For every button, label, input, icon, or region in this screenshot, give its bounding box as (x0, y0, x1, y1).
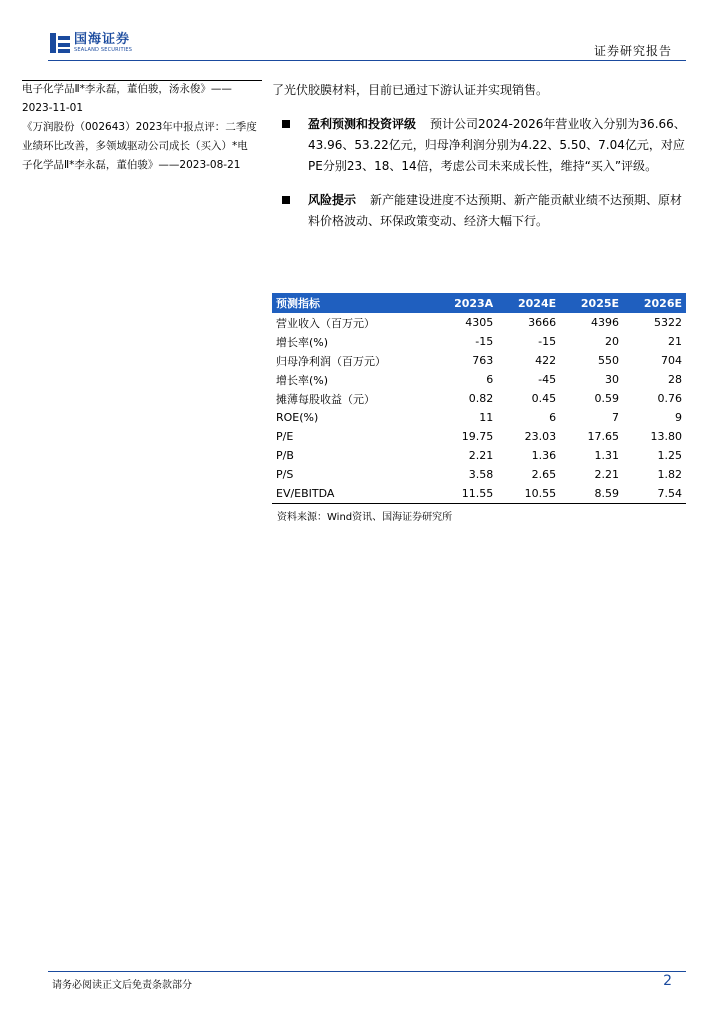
value-cell: -15 (538, 335, 557, 348)
table-header-cell: 预测指标 (272, 293, 433, 313)
logo-chinese-name: 国海证券 (74, 32, 131, 47)
value-cell: 550 (598, 354, 620, 367)
bullet-text: 新产能建设进度不达预期、新产能贡献业绩不达预期、原材料价格波动、环保政策变动、经济大幅下行。 (308, 193, 683, 228)
row-label-cell: 增长率(%) (276, 373, 329, 387)
value-cell: -45 (538, 373, 557, 386)
value-cell: 4396 (591, 316, 620, 329)
value-cell: 1.82 (657, 468, 682, 481)
related-report-line: 子化学品Ⅱ*李永磊，董伯骏》——2023-08-21 (22, 159, 241, 171)
value-cell: 28 (668, 373, 682, 386)
row-label-cell: P/B (276, 449, 294, 462)
row-label-cell: 增长率(%) (276, 335, 329, 349)
table-row (272, 484, 686, 504)
table-row (272, 370, 686, 389)
value-cell: 704 (661, 354, 682, 367)
value-cell: 11.55 (433, 484, 497, 504)
row-label-cell: P/E (276, 430, 294, 443)
table-header-cell: 2025E (560, 293, 623, 313)
row-label-cell: ROE(%) (276, 411, 319, 424)
value-cell: 6 (549, 411, 557, 424)
square-bullet-icon (282, 196, 290, 204)
square-bullet-icon (282, 120, 290, 128)
page-header (0, 0, 724, 62)
table-row (272, 465, 686, 484)
value-cell: 3.58 (468, 468, 494, 481)
footer-divider (48, 971, 686, 972)
related-report-line: 业绩环比改善，多领域驱动公司成长（买入）*电 (22, 140, 248, 152)
value-cell: 21 (668, 335, 682, 348)
table-header-cell: 2024E (497, 293, 560, 313)
related-report-line: 2023-11-01 (22, 102, 84, 114)
value-cell: 0.82 (468, 392, 494, 405)
table-header-cell: 2026E (623, 293, 686, 313)
table-row (272, 332, 686, 351)
company-logo (50, 32, 132, 54)
value-cell: 4305 (465, 316, 494, 329)
value-cell: 19.75 (461, 430, 494, 443)
table-row (272, 446, 686, 465)
value-cell: 422 (535, 354, 557, 367)
forecast-table (272, 293, 686, 504)
table-row (272, 427, 686, 446)
intro-paragraph: 了光伏胶膜材料，目前已通过下游认证并实现销售。 (272, 83, 549, 97)
table-header-cell: 2023A (433, 293, 497, 313)
table-row (272, 351, 686, 370)
value-cell: 5322 (654, 316, 682, 329)
value-cell: 7.54 (623, 484, 686, 504)
value-cell: 1.31 (594, 449, 620, 462)
table-row (272, 408, 686, 427)
footer-disclaimer: 请务必阅读正文后免责条款部分 (52, 980, 192, 991)
value-cell: 8.59 (560, 484, 623, 504)
row-label-cell: 归母净利润（百万元） (276, 354, 386, 368)
logo-english-name: SEALAND SECURITIES (74, 47, 133, 53)
bullet-text: 预计公司2024-2026年营业收入分别为36.66、43.96、53.22亿元，归母净利润分别为4.22、5.50、7.04亿元，对应PE分别23、18、14倍，考虑公司未来成长性，维持“买入”评级。 (308, 117, 686, 173)
value-cell: 763 (472, 354, 494, 367)
value-cell: 11 (479, 411, 494, 424)
table-row (272, 389, 686, 408)
report-type-label: 证券研究报告 (593, 44, 672, 58)
row-label-cell: P/S (276, 468, 294, 481)
value-cell: 30 (605, 373, 620, 386)
page-number: 2 (663, 973, 672, 989)
bullet-forecast (272, 114, 686, 177)
bullet-risk (272, 190, 686, 232)
related-reports (22, 80, 262, 175)
table-row (272, 313, 686, 332)
value-cell: 13.80 (650, 430, 682, 443)
value-cell: 0.59 (594, 392, 620, 405)
value-cell: 7 (612, 411, 620, 424)
table-source: 资料来源：Wind资讯、国海证券研究所 (277, 512, 453, 523)
value-cell: 2.65 (531, 468, 557, 481)
bullet-title: 盈利预测和投资评级 (308, 117, 417, 131)
value-cell: 23.03 (524, 430, 557, 443)
main-text (272, 80, 686, 232)
header-divider (48, 60, 686, 61)
related-report-line: 电子化学品Ⅱ*李永磊，董伯骏，汤永俊》—— (22, 83, 232, 95)
logo-icon (50, 33, 70, 53)
value-cell: 1.25 (657, 449, 682, 462)
value-cell: 1.36 (531, 449, 557, 462)
value-cell: 2.21 (594, 468, 620, 481)
row-label-cell: 摊薄每股收益（元） (276, 392, 375, 406)
row-label-cell: 营业收入（百万元） (276, 316, 375, 330)
value-cell: -15 (475, 335, 494, 348)
value-cell: 3666 (528, 316, 557, 329)
value-cell: 20 (605, 335, 620, 348)
value-cell: 6 (486, 373, 494, 386)
related-report-line: 《万润股份（002643）2023年中报点评：二季度 (22, 121, 257, 133)
value-cell: 10.55 (497, 484, 560, 504)
table-header-row (272, 293, 686, 313)
value-cell: 9 (675, 411, 682, 424)
value-cell: 17.65 (587, 430, 620, 443)
bullet-title: 风险提示 (308, 193, 357, 207)
row-label-cell: EV/EBITDA (272, 484, 433, 504)
value-cell: 0.45 (531, 392, 557, 405)
value-cell: 0.76 (657, 392, 682, 405)
value-cell: 2.21 (468, 449, 494, 462)
